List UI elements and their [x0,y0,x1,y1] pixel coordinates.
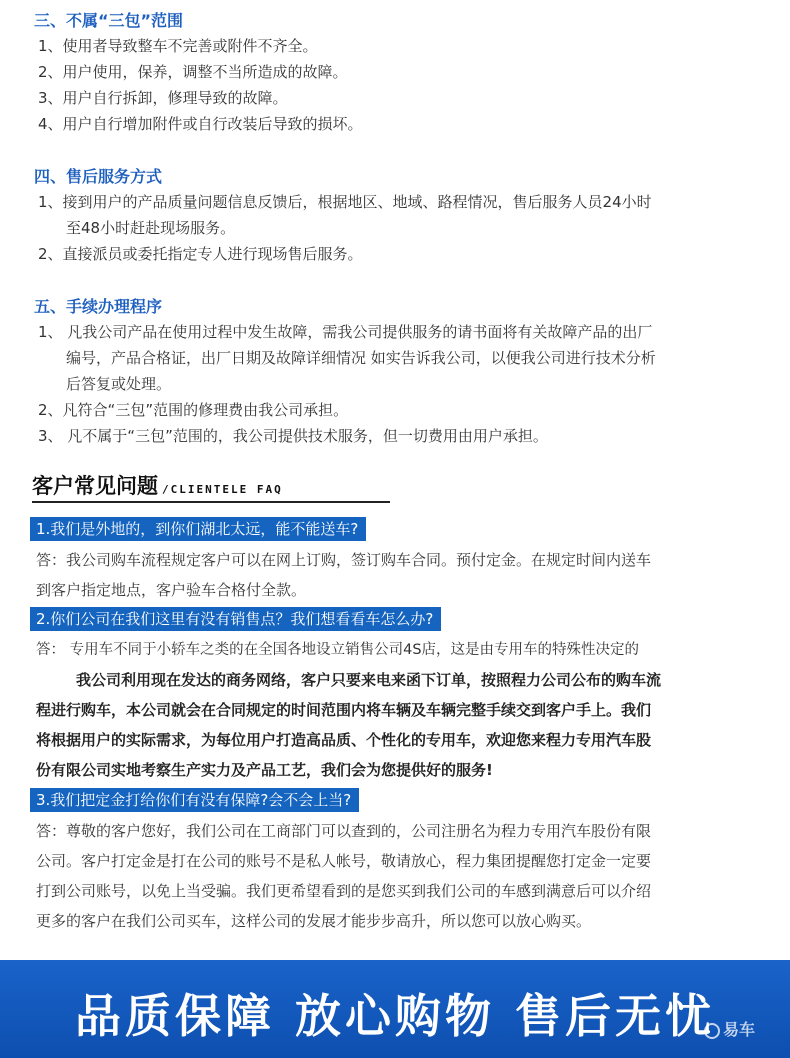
faq-title: 客户常见问题 [32,474,158,498]
faq-question-2: 2.你们公司在我们这里有没有销售点？我们想看看车怎么办? [30,607,441,631]
section-3-item-4: 4、用户自行增加附件或自行改装后导致的损坏。 [38,115,363,133]
faq-subtitle: /CLIENTELE FAQ [162,483,283,496]
section-5-line-3: 后答复或处理。 [66,375,172,393]
section-5-line-1: 1、 凡我公司产品在使用过程中发生故障，需我公司提供服务的请书面将有关故障产品的出厂 [38,323,653,341]
faq-answer-2-intro: 答： 专用车不同于小轿车之类的在全国各地设立销售公司4S店，这是由专用车的特殊性决定的 [36,642,640,658]
section-3-item-2: 2、用户使用，保养，调整不当所造成的故障。 [38,63,348,81]
banner-slogan: 品质保障 放心购物 售后无忧 [74,989,716,1043]
section-4-line-2: 至48小时赶赴现场服务。 [66,219,236,237]
faq-answer-2-line-2: 程进行购车，本公司就会在合同规定的时间范围内将车辆及车辆完整手续交到客户手上。我们 [36,701,652,719]
faq-answer-3-line-3: 打到公司账号，以免上当受骗。我们更希望看到的是您买到我们公司的车感到满意后可以介绍 [36,882,652,900]
faq-answer-1-line-1: 答：我公司购车流程规定客户可以在网上订购，签订购车合同。预付定金。在规定时间内送车 [36,551,652,569]
section-3-item-1: 1、使用者导致整车不完善或附件不齐全。 [38,37,318,55]
faq-question-3: 3.我们把定金打给你们有没有保障?会不会上当? [30,788,359,812]
section-5-line-5: 3、 凡不属于“三包”范围的，我公司提供技术服务，但一切费用由用户承担。 [38,427,548,445]
logo-text: 易车 [723,1020,756,1039]
section-3-title: 三、不属“三包”范围 [34,11,184,30]
faq-answer-2-line-4: 份有限公司实地考察生产实力及产品工艺，我们会为您提供好的服务! [36,761,493,779]
bottom-banner [0,960,790,1058]
faq-question-1: 1.我们是外地的，到你们湖北太远，能不能送车? [30,517,366,541]
yiche-watermark-logo [704,1017,755,1040]
faq-answer-2-line-3: 将根据用户的实际需求，为每位用户打造高品质、个性化的专用车，欢迎您来程力专用汽车股 [36,731,652,749]
faq-answer-3-line-2: 公司。客户打定金是打在公司的账号不是私人帐号，敬请放心，程力集团提醒您打定金一定要 [36,852,652,870]
faq-heading [32,470,283,500]
section-4-line-3: 2、直接派员或委托指定专人进行现场售后服务。 [38,245,363,263]
faq-answer-2-line-1: 我公司利用现在发达的商务网络，客户只要来电来函下订单，按照程力公司公布的购车流 [76,671,662,689]
section-4-line-1: 1、接到用户的产品质量问题信息反馈后，根据地区、地域、路程情况，售后服务人员24小时 [38,193,652,211]
section-4-title: 四、售后服务方式 [34,167,163,186]
faq-answer-3-line-4: 更多的客户在我们公司买车，这样公司的发展才能步步高升，所以您可以放心购买。 [36,912,592,930]
section-5-line-2: 编号，产品合格证，出厂日期及故障详细情况 如实告诉我公司，以便我公司进行技术分析 [66,349,656,367]
section-5-line-4: 2、凡符合“三包”范围的修理费由我公司承担。 [38,401,349,419]
faq-divider [32,501,390,503]
faq-answer-3-line-1: 答：尊敬的客户您好，我们公司在工商部门可以查到的，公司注册名为程力专用汽车股份有限 [36,822,652,840]
section-5-title: 五、手续办理程序 [34,297,163,316]
logo-ring-icon [704,1023,720,1039]
faq-answer-1-line-2: 到客户指定地点，客户验车合格付全款。 [36,581,307,599]
section-3-item-3: 3、用户自行拆卸，修理导致的故障。 [38,89,288,107]
